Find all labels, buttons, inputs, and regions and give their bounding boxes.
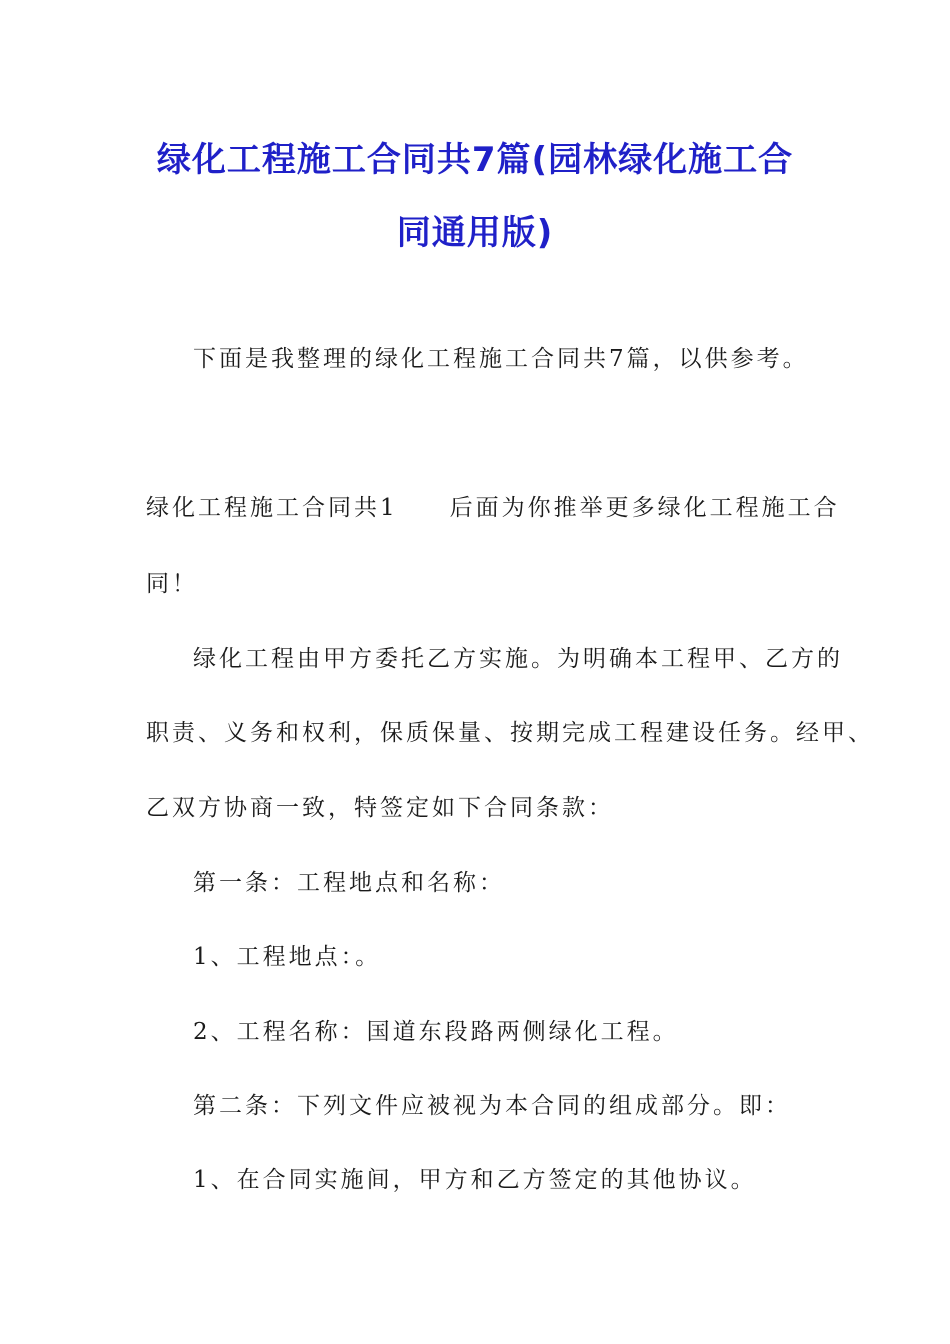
article-heading: 第二条：下列文件应被视为本合同的组成部分。即： (193, 1093, 791, 1119)
list-item: 2、工程名称：国道东段路两侧绿化工程。 (193, 1019, 679, 1045)
intro-paragraph: 下面是我整理的绿化工程施工合同共7篇，以供参考。 (193, 346, 809, 372)
section-heading-line-1: 绿化工程施工合同共1 后面为你推举更多绿化工程施工合 (146, 495, 840, 521)
paragraph-line: 职责、义务和权利，保质保量、按期完成工程建设任务。经甲、 (146, 720, 874, 746)
list-item: 1、工程地点：。 (193, 944, 382, 970)
document-title-line-2: 同通用版) (396, 213, 554, 253)
document-title-line-1: 绿化工程施工合同共7篇(园林绿化施工合 (156, 140, 794, 180)
paragraph-line: 绿化工程由甲方委托乙方实施。为明确本工程甲、乙方的 (193, 646, 843, 672)
list-item: 1、在合同实施间，甲方和乙方签定的其他协议。 (193, 1167, 757, 1193)
section-heading-line-2: 同！ (146, 571, 198, 597)
article-heading: 第一条：工程地点和名称： (193, 870, 505, 896)
paragraph-line: 乙双方协商一致，特签定如下合同条款： (146, 795, 614, 821)
